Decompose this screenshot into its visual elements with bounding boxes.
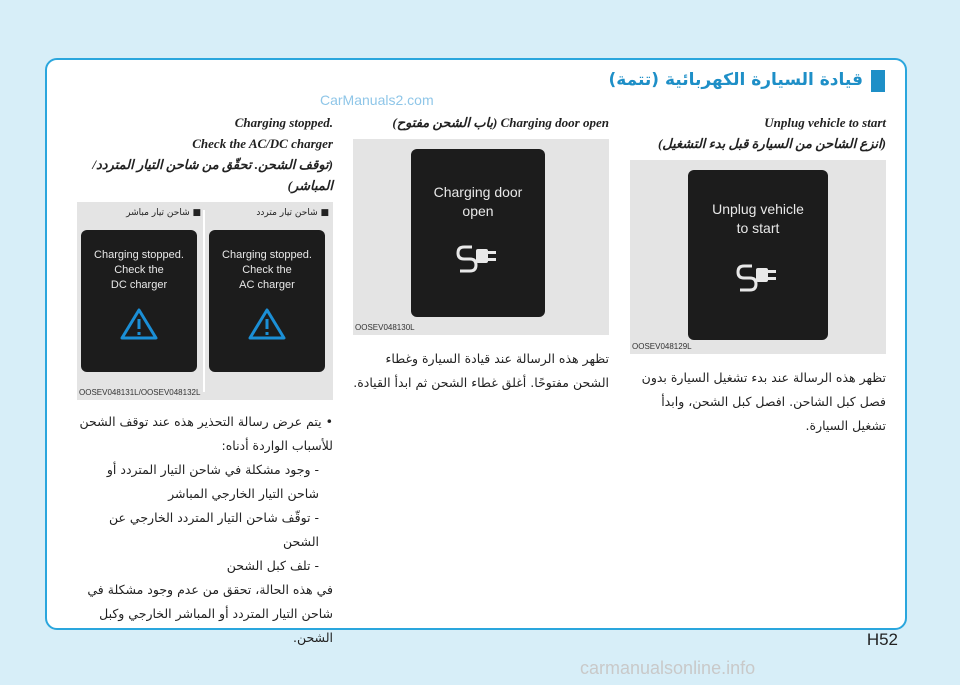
unplug-figure xyxy=(630,160,886,354)
unplug-heading-ar: (انزع الشاحن من السيارة قبل بدء التشغيل) xyxy=(657,136,886,151)
dc-display xyxy=(81,230,197,372)
stopped-item: - وجود مشكلة في شاحن التيار المتردد أو شاحن التيار الخارجي المباشر xyxy=(106,462,319,501)
stopped-bullet: • يتم عرض رسالة التحذير هذه عند توقف الشحن للأسباب الواردة أدناه: xyxy=(79,414,333,453)
stopped-figure xyxy=(77,202,333,400)
door-figure-code: OOSEV048130L xyxy=(355,323,415,332)
door-screen-line1: Charging door xyxy=(433,184,523,200)
dc-screen-line1: Charging stopped. xyxy=(94,249,184,261)
charging-stopped-section xyxy=(77,112,333,650)
charging-door-section xyxy=(353,112,609,395)
stopped-item: - تلف كبل الشحن xyxy=(226,558,319,573)
dc-screen-line3: DC charger xyxy=(110,279,168,291)
unplug-heading-en: Unplug vehicle to start xyxy=(764,115,886,130)
header-marker xyxy=(871,70,885,92)
unplug-section xyxy=(630,112,886,438)
stopped-bullet-text: يتم عرض رسالة التحذير هذه عند توقف الشحن للأسباب الواردة أدناه: xyxy=(79,414,333,453)
stopped-closing: في هذه الحالة، تحقق من عدم وجود مشكلة في شاحن التيار المتردد أو المباشر الخارجي وكبل الشحن. xyxy=(87,582,333,645)
door-figure xyxy=(353,139,609,335)
charging-plug-icon xyxy=(734,262,782,302)
unplug-screen-line2: to start xyxy=(736,220,780,236)
dc-screen-line2: Check the xyxy=(114,264,164,276)
ac-label: ■ شاحن تيار متردد xyxy=(256,208,329,218)
stopped-heading-line2: Check the AC/DC charger xyxy=(192,136,333,151)
stopped-heading-ar: (توقف الشحن. تحقّق من شاحن التيار المتردد/ المباشر) xyxy=(92,157,333,193)
page-number: H52 xyxy=(866,630,898,649)
stopped-item: - توقّف شاحن التيار المتردد الخارجي عن الشحن xyxy=(108,510,319,549)
stopped-description xyxy=(77,410,333,650)
door-heading: Charging door open (باب الشحن مفتوح) xyxy=(392,115,609,130)
dc-label: ■ شاحن تيار مباشر xyxy=(126,208,201,218)
section-header xyxy=(525,68,885,92)
door-display xyxy=(411,149,545,317)
unplug-display xyxy=(688,170,828,340)
unplug-screen-line1: Unplug vehicle xyxy=(712,201,804,217)
stopped-heading-line1: Charging stopped. xyxy=(234,115,333,130)
warning-triangle-icon xyxy=(247,307,287,341)
section-title: قيادة السيارة الكهربائية (تتمة) xyxy=(608,70,863,90)
door-description: تظهر هذه الرسالة عند قيادة السيارة وغطاء الشحن مفتوحًا. أغلق غطاء الشحن ثم ابدأ القيادة. xyxy=(353,351,609,390)
unplug-figure-code: OOSEV048129L xyxy=(632,342,692,351)
ac-screen-line1: Charging stopped. xyxy=(222,249,312,261)
ac-screen-line2: Check the xyxy=(242,264,292,276)
watermark-top: CarManuals2.com xyxy=(320,92,434,108)
stopped-figure-code: OOSEV048131L/OOSEV048132L xyxy=(79,388,201,397)
door-screen-line2: open xyxy=(462,203,494,219)
ac-screen-line3: AC charger xyxy=(239,279,295,291)
ac-display xyxy=(209,230,325,372)
charging-plug-icon xyxy=(454,243,502,283)
warning-triangle-icon xyxy=(119,307,159,341)
watermark-bottom: carmanualsonline.info xyxy=(580,658,756,678)
unplug-description: تظهر هذه الرسالة عند بدء تشغيل السيارة بدون فصل كبل الشاحن. افصل كبل الشحن، وابدأ تشغيل السيارة. xyxy=(641,370,886,433)
figure-divider xyxy=(203,210,205,392)
